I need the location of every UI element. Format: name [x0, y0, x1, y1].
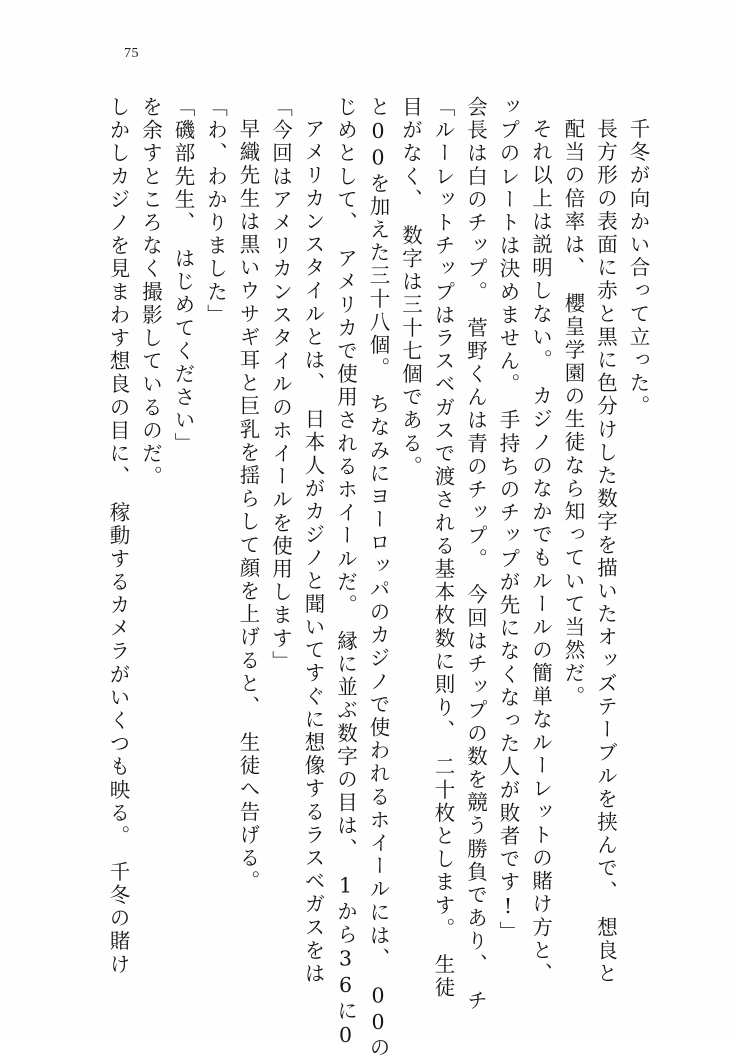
- text-column: 「わ、わかりました」: [203, 96, 228, 327]
- page-number: 75: [124, 46, 139, 61]
- text-column: と00を加えた三十八個。 ちなみにヨーロッパのカジノで使われるホイールには、 00の: [366, 96, 390, 1060]
- text-column: 「今回はアメリカンスタイルのホイールを使用します」: [268, 96, 293, 674]
- text-column: ップのレートは決めません。 手持ちのチップが先になくなった人が敗者です!」: [496, 96, 520, 944]
- text-column: 配当の倍率は、 櫻皇学園の生徒なら知っていて当然だ。: [561, 118, 585, 709]
- text-column: 千冬が向かい合って立った。: [626, 118, 650, 419]
- text-column: 目がなく、 数字は三十七個である。: [398, 96, 423, 479]
- vertical-text-body: [96, 96, 650, 1060]
- text-column: 長方形の表面に赤と黒に色分けした数字を描いたオッズテーブルを挟んで、 想良と: [593, 118, 618, 986]
- text-column: 早織先生は黒いウサギ耳と巨乳を揺らして顔を上げると、 生徒へ告げる。: [236, 118, 260, 894]
- text-column: 「磯部先生、 はじめてください」: [171, 96, 195, 456]
- text-column: それ以上は説明しない。 カジノのなかでもルールの簡単なルーレットの賭け方と、: [528, 118, 553, 986]
- text-column: を余すところなく撮影しているのだ。: [138, 96, 163, 489]
- text-column: 会長は白のチップ。 菅野くんは青のチップ。 今回はチップの数を競う勝負であり、 チ: [463, 96, 488, 1013]
- text-column: しかしカジノを見まわす想良の目に、 稼動するカメラがいくつも映る。 千冬の賭け: [106, 96, 130, 977]
- text-column: アメリカンスタイルとは、 日本人がカジノと聞いてすぐに想像するラスベガスをは: [301, 118, 325, 986]
- text-column: 「ルーレットチップはラスベガスで渡される基本枚数に則り、 二十枚とします。 生徒: [431, 96, 455, 1000]
- text-column: じめとして、 アメリカで使用されるホイールだ。 縁に並ぶ数字の目は、 1から36に0: [333, 96, 358, 1050]
